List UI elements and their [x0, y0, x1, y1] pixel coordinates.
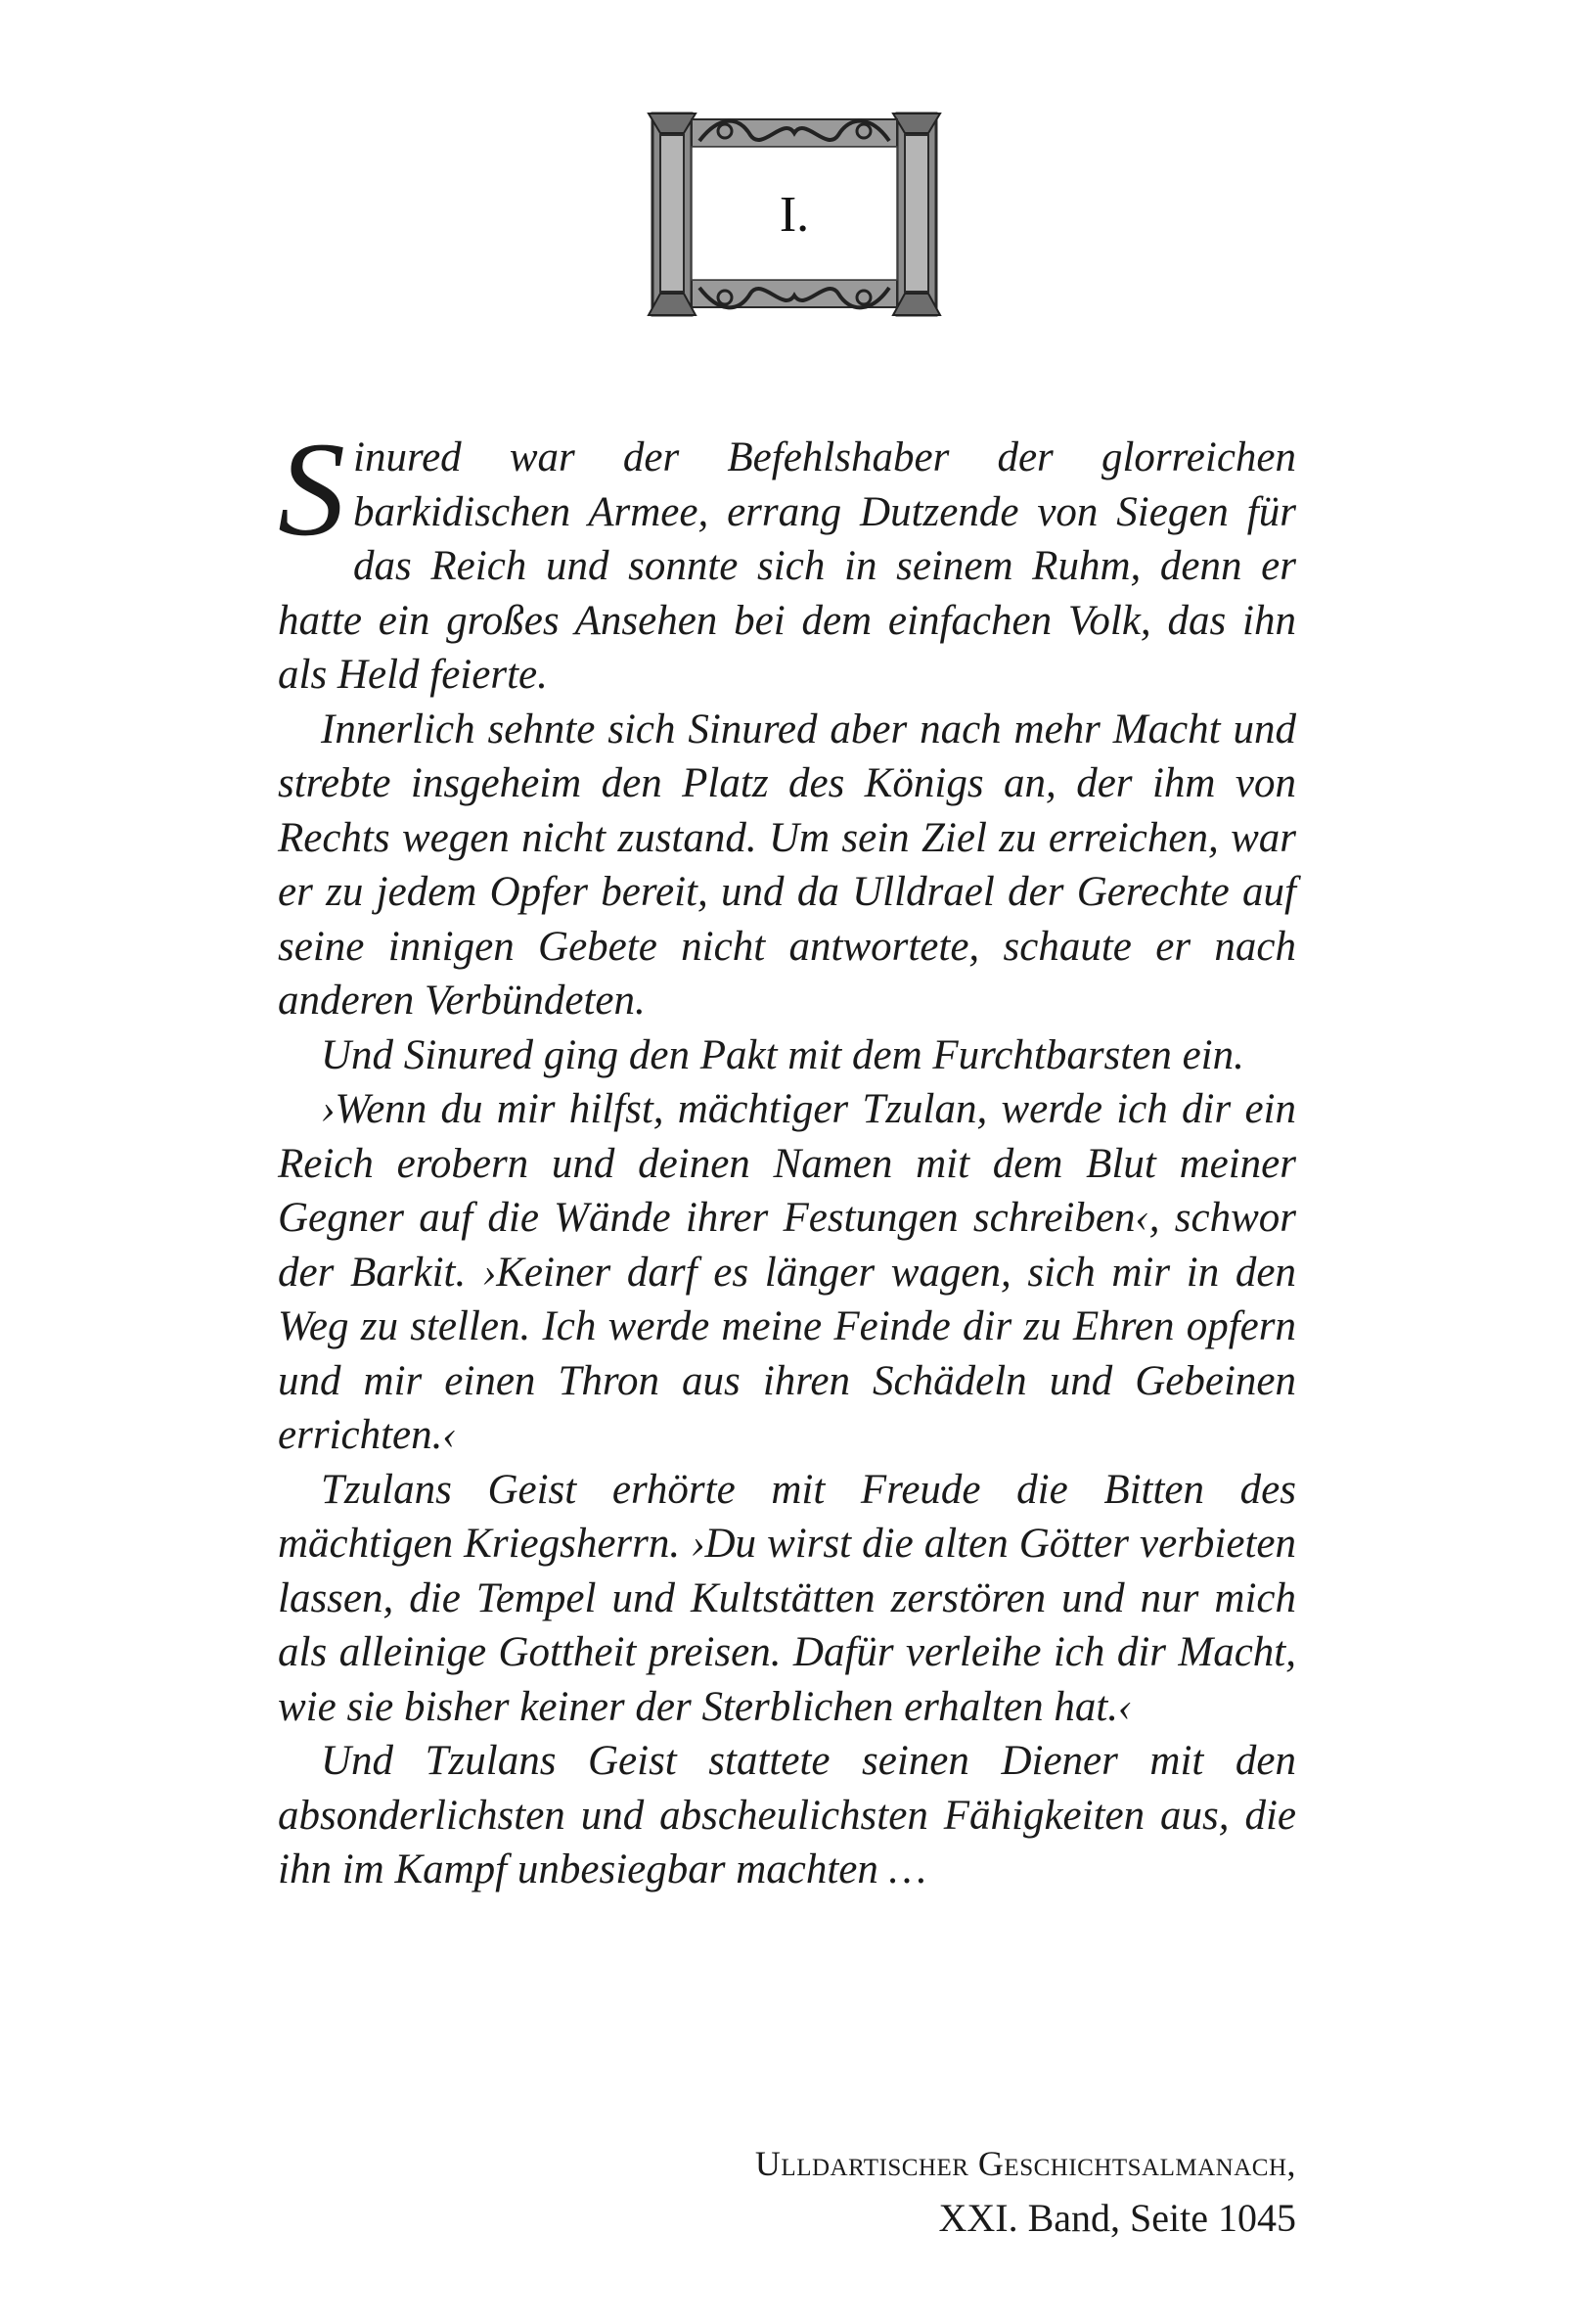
paragraph-6: Und Tzulans Geist stattete seinen Diener mit den absonderlichsten und abscheulichsten Fähigkeiten aus, die ihn im Kampf unbesiegbar machten … [278, 1738, 1296, 1892]
chapter-number: I. [779, 186, 810, 243]
drop-cap: S [278, 414, 345, 564]
source-title: Ulldartischer Geschichtsalmanach, [754, 2144, 1296, 2183]
paragraph-5: Tzulans Geist erhörte mit Freude die Bitten des mächtigen Kriegsherrn. ›Du wirst die alten Götter verbieten lassen, die Tempel und Kultstätten zerstören und nur mich als alleinige Gottheit preisen. Dafür verleihe ich dir Macht, wie sie bisher keiner der Sterblichen erhalten hat.‹ [278, 1466, 1296, 1730]
paragraph-1 [278, 414, 1296, 703]
source-citation [755, 2136, 1296, 2246]
paragraph-1-text: inured war der Befehlshaber der glorreichen barkidischen Armee, errang Dutzende von Siegen für das Reich und sonnte sich in seinem Ruhm, denn er hatte ein großes Ansehen bei dem einfachen Volk, das ihn als Held feierte. [278, 434, 1296, 698]
paragraph-2: Innerlich sehnte sich Sinured aber nach mehr Macht und strebte insgeheim den Platz des Königs an, der ihm von Rechts wegen nicht zustand. Um sein Ziel zu erreichen, war er zu jedem Opfer bereit, und da Ulldrael der Gerechte auf seine innigen Gebete nicht antwortete, schaute er nach anderen Verbündeten. [278, 706, 1296, 1024]
chapter-ornament [641, 106, 948, 323]
paragraph-3: Und Sinured ging den Pakt mit dem Furchtbarsten ein. [321, 1031, 1244, 1078]
chapter-body [278, 414, 1296, 1897]
source-detail: XXI. Band, Seite 1045 [938, 2196, 1296, 2240]
paragraph-4: ›Wenn du mir hilfst, mächtiger Tzulan, werde ich dir ein Reich erobern und deinen Namen mit dem Blut meiner Gegner auf die Wände ihrer Festungen schreiben‹, schwor der Barkit. ›Keiner darf es länger wagen, sich mir in den Weg zu stellen. Ich werde meine Feinde dir zu Ehren opfern und mir einen Thron aus ihren Schädeln und Gebeinen errichten.‹ [278, 1086, 1296, 1458]
